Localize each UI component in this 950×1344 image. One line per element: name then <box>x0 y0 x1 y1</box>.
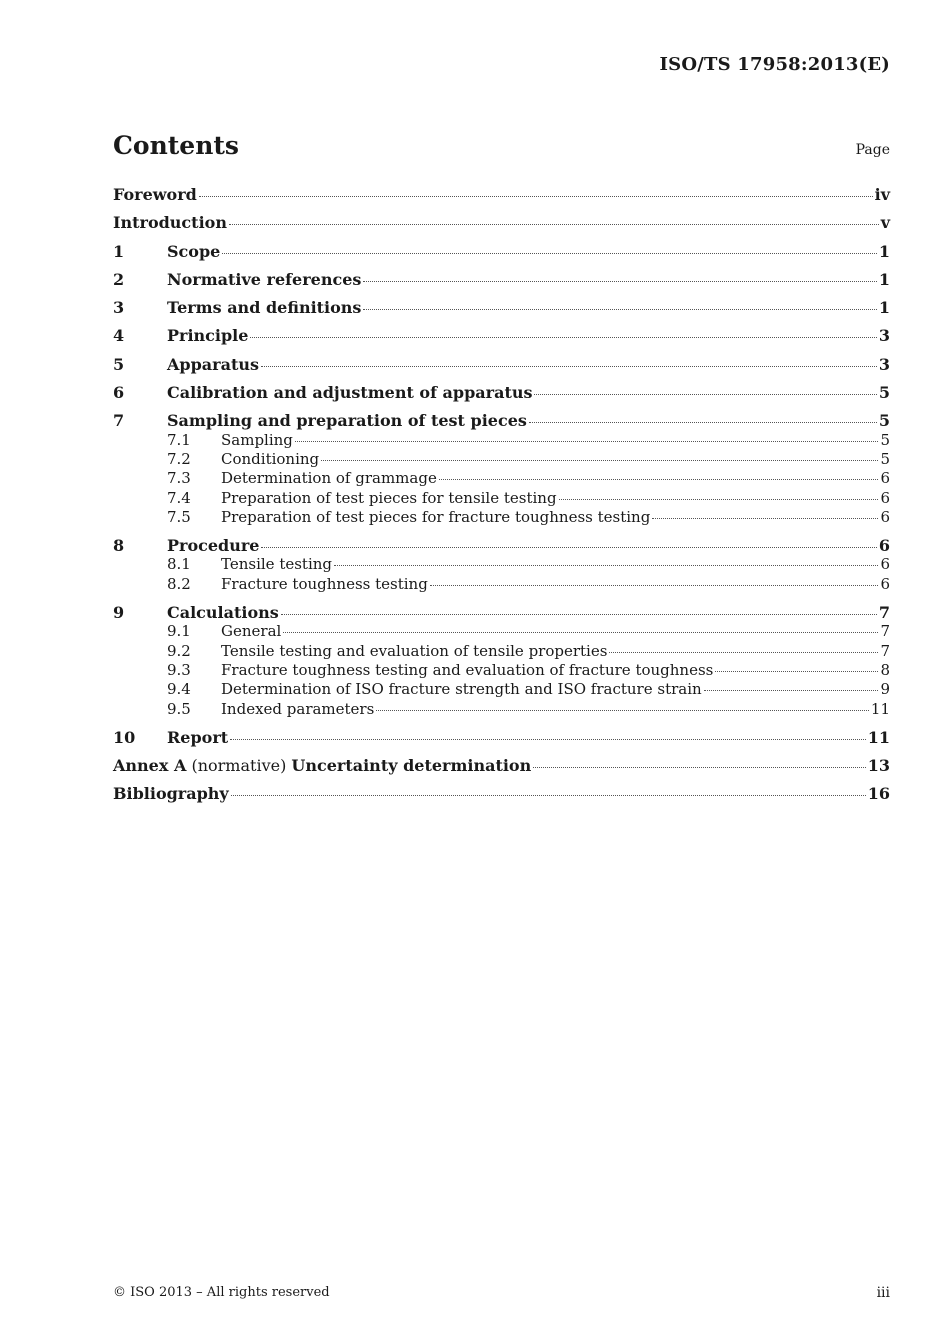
toc-entry[interactable] <box>113 680 890 699</box>
toc-entry-number: 9.5 <box>167 699 191 718</box>
toc-entry[interactable] <box>113 242 890 261</box>
toc-entry-page: 6 <box>880 574 890 593</box>
toc-entry-title: Tensile testing <box>221 555 333 574</box>
toc-leader-dots <box>222 253 877 254</box>
toc-entry-page: 6 <box>880 488 890 507</box>
toc-entry-page: 6 <box>880 555 890 574</box>
toc-leader-dots <box>261 366 877 367</box>
toc-leader-dots <box>715 671 878 672</box>
toc-entry-number: 8 <box>113 536 125 556</box>
toc-entry-number: 9.2 <box>167 641 191 660</box>
toc-entry-page: 11 <box>867 727 890 747</box>
toc-entry[interactable] <box>113 575 890 594</box>
toc-leader-dots <box>534 394 876 395</box>
toc-entry-number: 7.3 <box>167 469 191 488</box>
toc-leader-dots <box>250 337 876 338</box>
toc-entry[interactable] <box>113 450 890 469</box>
toc-entry-number: 9.3 <box>167 660 191 679</box>
toc-entry-page: iv <box>874 185 890 204</box>
toc-entry-number: 9.1 <box>167 622 191 641</box>
toc-entry[interactable] <box>113 603 890 622</box>
toc-entry-page: 7 <box>878 603 890 623</box>
toc-entry-number: 4 <box>113 326 125 346</box>
copyright-notice: © ISO 2013 – All rights reserved <box>113 1285 330 1300</box>
toc-entry-page: 6 <box>880 507 890 526</box>
toc-entry-number: 8.2 <box>167 574 191 593</box>
page-title: Contents <box>113 131 240 160</box>
toc-entry-number: 5 <box>113 354 125 374</box>
toc-entry[interactable] <box>113 469 890 488</box>
toc-entry-title: Fracture toughness testing <box>221 574 428 593</box>
toc-entry[interactable] <box>113 642 890 661</box>
toc-entry[interactable] <box>113 355 890 374</box>
toc-entry-title: Procedure <box>167 536 260 556</box>
toc-entry-title: General <box>221 622 282 641</box>
toc-entry[interactable] <box>113 213 890 232</box>
toc-leader-dots <box>295 441 879 442</box>
toc-leader-dots <box>652 518 878 519</box>
toc-entry[interactable] <box>113 185 890 204</box>
toc-entry[interactable] <box>113 536 890 555</box>
document-id: ISO/TS 17958:2013(E) <box>659 54 890 75</box>
toc-leader-dots <box>321 460 878 461</box>
toc-entry-page: 5 <box>880 430 890 449</box>
toc-entry-title: Principle <box>167 326 249 346</box>
toc-entry-number: 7 <box>113 411 125 431</box>
toc-entry[interactable] <box>113 298 890 317</box>
toc-leader-dots <box>334 565 878 566</box>
toc-leader-dots <box>199 196 873 197</box>
toc-entry-title: Report <box>167 727 229 747</box>
toc-entry-page: 3 <box>878 354 890 374</box>
toc-entry-title: Foreword <box>113 185 197 204</box>
toc-entry-number: 8.1 <box>167 555 191 574</box>
toc-leader-dots <box>529 422 877 423</box>
table-of-contents <box>113 185 890 804</box>
toc-entry-title: Normative references <box>167 269 362 289</box>
toc-leader-dots <box>261 547 876 548</box>
toc-entry[interactable] <box>113 622 890 641</box>
toc-entry[interactable] <box>113 661 890 680</box>
toc-leader-dots <box>283 632 878 633</box>
toc-entry-title: Calculations <box>167 603 279 623</box>
toc-entry-page: 1 <box>878 298 890 318</box>
toc-leader-dots <box>609 652 878 653</box>
toc-entry-title: Apparatus <box>167 354 259 374</box>
toc-entry-number: 7.2 <box>167 449 191 468</box>
toc-entry-number: 2 <box>113 269 125 289</box>
toc-entry[interactable] <box>113 784 890 803</box>
toc-entry-number: 3 <box>113 298 125 318</box>
toc-entry[interactable] <box>113 728 890 747</box>
toc-entry-title: Calibration and adjustment of apparatus <box>167 383 533 403</box>
toc-entry-page: 11 <box>870 699 890 718</box>
toc-entry[interactable] <box>113 489 890 508</box>
toc-entry-title: Determination of grammage <box>221 469 437 488</box>
toc-entry-title: Fracture toughness testing and evaluation of fracture toughness <box>221 660 714 679</box>
toc-entry-page: 6 <box>880 469 890 488</box>
toc-entry-title: Conditioning <box>221 449 320 468</box>
toc-entry-page: 7 <box>880 641 890 660</box>
toc-entry-page: v <box>880 213 890 233</box>
toc-leader-dots <box>281 614 877 615</box>
toc-entry-title: Annex A (normative) Uncertainty determination <box>113 756 532 776</box>
toc-leader-dots <box>230 739 866 740</box>
toc-entry-title: Sampling and preparation of test pieces <box>167 411 527 431</box>
toc-entry-page: 5 <box>878 411 890 431</box>
toc-entry-page: 9 <box>880 680 890 699</box>
toc-entry-number: 7.1 <box>167 430 191 449</box>
toc-leader-dots <box>363 309 876 310</box>
toc-entry-title: Sampling <box>221 430 293 449</box>
toc-entry-title: Preparation of test pieces for fracture toughness testing <box>221 507 651 526</box>
toc-entry-page: 1 <box>878 269 890 289</box>
toc-entry-number: 6 <box>113 383 125 403</box>
toc-entry[interactable] <box>113 411 890 430</box>
toc-entry[interactable] <box>113 383 890 402</box>
toc-entry-number: 9 <box>113 603 125 623</box>
toc-entry-title: Bibliography <box>113 784 229 804</box>
toc-leader-dots <box>363 281 876 282</box>
toc-entry-page: 7 <box>880 622 890 641</box>
toc-leader-dots <box>559 499 879 500</box>
toc-entry-page: 16 <box>867 784 890 804</box>
toc-entry-title: Determination of ISO fracture strength and ISO fracture strain <box>221 680 702 699</box>
toc-entry-title: Preparation of test pieces for tensile testing <box>221 488 557 507</box>
toc-entry-page: 1 <box>878 241 890 261</box>
toc-leader-dots <box>533 767 866 768</box>
toc-entry-number: 9.4 <box>167 680 191 699</box>
toc-entry[interactable] <box>113 700 890 719</box>
toc-entry-number: 10 <box>113 727 136 747</box>
toc-entry-page: 6 <box>878 536 890 556</box>
toc-entry-title: Indexed parameters <box>221 699 375 718</box>
toc-entry-page: 8 <box>880 660 890 679</box>
toc-entry[interactable] <box>113 756 890 775</box>
page-column-label: Page <box>855 142 890 158</box>
toc-leader-dots <box>704 690 879 691</box>
toc-entry-title: Tensile testing and evaluation of tensile properties <box>221 641 608 660</box>
toc-entry-page: 3 <box>878 326 890 346</box>
toc-entry[interactable] <box>113 270 890 289</box>
toc-entry-number: 7.5 <box>167 507 191 526</box>
toc-entry-number: 7.4 <box>167 488 191 507</box>
toc-leader-dots <box>229 224 879 225</box>
toc-entry-page: 5 <box>880 449 890 468</box>
toc-entry-number: 1 <box>113 241 125 261</box>
toc-entry-title: Introduction <box>113 213 227 233</box>
toc-leader-dots <box>439 479 879 480</box>
toc-entry-title: Terms and definitions <box>167 298 362 318</box>
toc-leader-dots <box>231 795 866 796</box>
toc-leader-dots <box>376 710 869 711</box>
toc-entry-page: 5 <box>878 383 890 403</box>
toc-entry-page: 13 <box>867 756 890 776</box>
toc-entry[interactable] <box>113 508 890 527</box>
toc-entry[interactable] <box>113 431 890 450</box>
page-number: iii <box>876 1285 890 1301</box>
toc-entry-title: Scope <box>167 241 221 261</box>
toc-entry[interactable] <box>113 555 890 574</box>
toc-entry[interactable] <box>113 326 890 345</box>
toc-leader-dots <box>430 585 879 586</box>
